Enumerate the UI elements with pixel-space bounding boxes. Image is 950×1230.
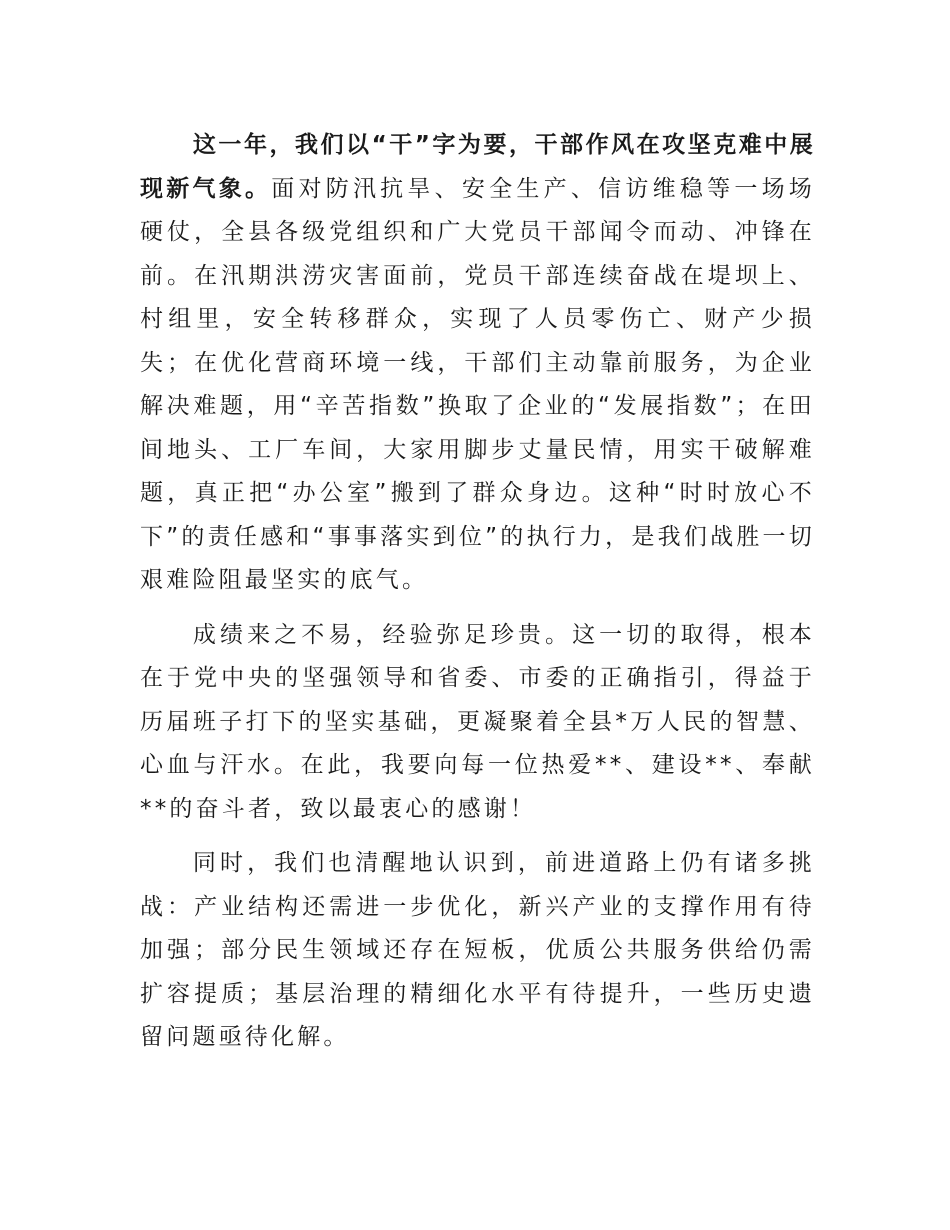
document-page	[140, 124, 815, 1060]
paragraph-work-style	[140, 124, 815, 603]
paragraph-body: 面对防汛抗旱、安全生产、信访维稳等一场场硬仗，全县各级党组织和广大党员干部闻令而动、冲锋在前。在汛期洪涝灾害面前，党员干部连续奋战在堤坝上、村组里，安全转移群众，实现了人员零伤亡、财产少损失；在优化营商环境一线，干部们主动靠前服务，为企业解决难题，用“辛苦指数”换取了企业的“发展指数”；在田间地头、工厂车间，大家用脚步丈量民情，用实干破解难题，真正把“办公室”搬到了群众身边。这种“时时放心不下”的责任感和“事事落实到位”的执行力，是我们战胜一切艰难险阻最坚实的底气。	[140, 175, 816, 593]
paragraph-lead-sentence: 这一年，我们以“干”字为要，干部作风在攻坚克难中展现新气象。	[140, 132, 815, 202]
paragraph-gratitude	[140, 614, 815, 832]
paragraph-body: 成绩来之不易，经验弥足珍贵。这一切的取得，根本在于党中央的坚强领导和省委、市委的正确指引，得益于历届班子打下的坚实基础，更凝聚着全县*万人民的智慧、心血与汗水。在此，我要向每一位热爱**、建设**、奉献**的奋斗者，致以最衷心的感谢！	[140, 621, 815, 822]
paragraph-challenges	[140, 842, 815, 1060]
paragraph-body: 同时，我们也清醒地认识到，前进道路上仍有诸多挑战：产业结构还需进一步优化，新兴产业的支撑作用有待加强；部分民生领域还存在短板，优质公共服务供给仍需扩容提质；基层治理的精细化水平有待提升，一些历史遗留问题亟待化解。	[140, 850, 815, 1050]
